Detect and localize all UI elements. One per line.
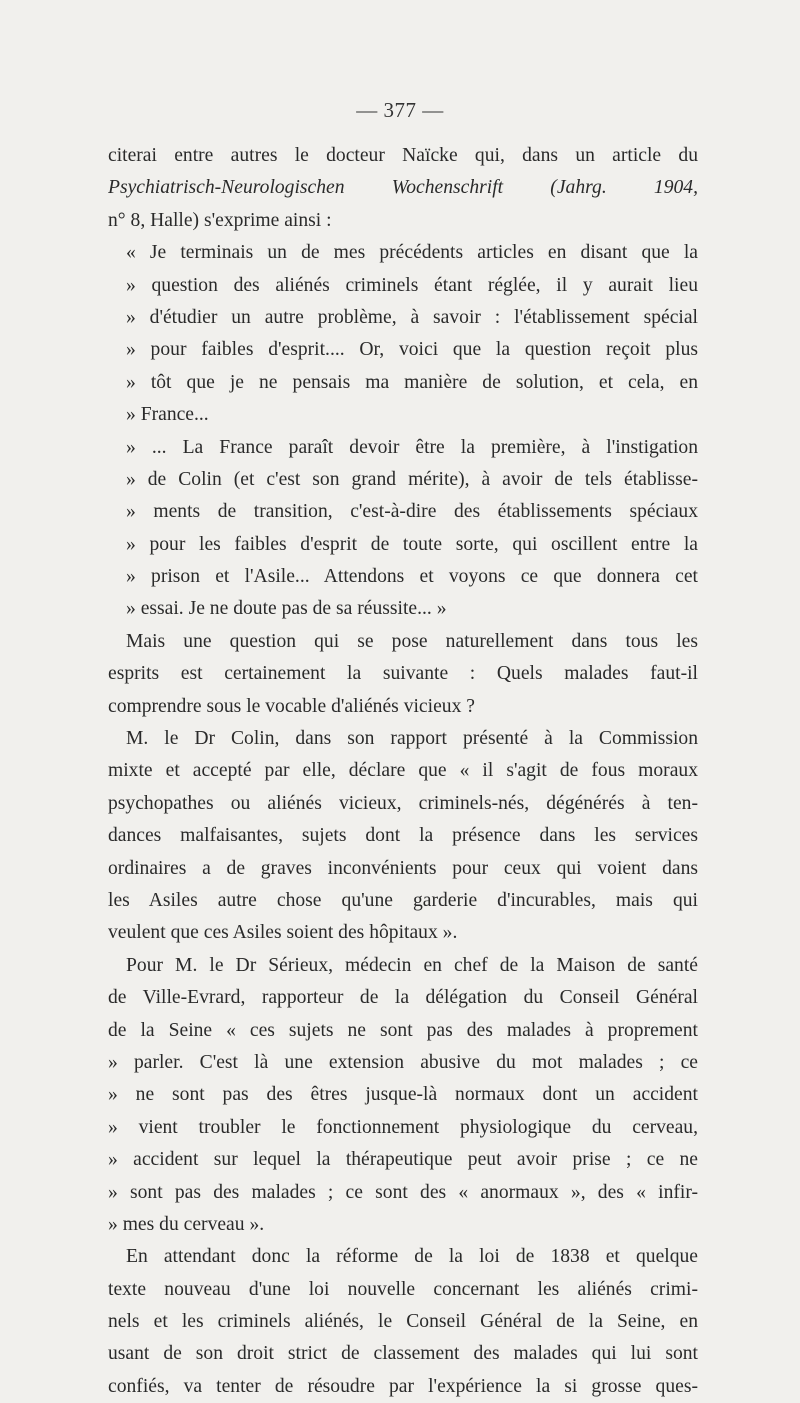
text-line: » sont pas des malades ; ce sont des « anormaux », des « infir- [108,1181,698,1203]
text-line: » essai. Je ne doute pas de sa réussite... » [126,598,447,620]
text-line: » question des aliénés criminels étant réglée, il y aurait lieu [126,274,698,296]
text-line: veulent que ces Asiles soient des hôpitaux ». [108,922,458,944]
text-line: citerai entre autres le docteur Naïcke qui, dans un article du [108,145,698,166]
body-text [108,140,698,1403]
text-line: dances malfaisantes, sujets dont la présence dans les services [108,825,698,847]
text-line: » pour les faibles d'esprit de toute sorte, qui oscillent entre la [126,533,698,555]
text-line: de la Seine « ces sujets ne sont pas des malades à proprement [108,1019,698,1041]
text-line: » de Colin (et c'est son grand mérite), à avoir de tels établisse- [126,468,698,490]
text-line: Pour M. le Dr Sérieux, médecin en chef de la Maison de santé [126,954,698,976]
text-line: En attendant donc la réforme de la loi de 1838 et quelque [126,1246,698,1268]
text-line: » vient troubler le fonctionnement physiologique du cerveau, [108,1116,698,1138]
text-line: Psychiatrisch-Neurologischen Wochenschrift (Jahrg. 1904, [108,177,698,199]
text-line: ordinaires a de graves inconvénients pour ceux qui voient dans [108,857,698,879]
text-line: » mes du cerveau ». [108,1213,265,1235]
text-line: » ne sont pas des êtres jusque-là normaux dont un accident [108,1084,698,1106]
text-line: « Je terminais un de mes précédents articles en disant que la [126,242,698,264]
page-number: — 377 — [356,98,444,122]
text-line: texte nouveau d'une loi nouvelle concernant les aliénés crimi- [108,1278,698,1300]
text-line: comprendre sous le vocable d'aliénés vicieux ? [108,695,475,717]
text-line: M. le Dr Colin, dans son rapport présenté à la Commission [126,728,698,750]
text-line: Mais une question qui se pose naturellement dans tous les [126,630,698,652]
text-line: nels et les criminels aliénés, le Conseil Général de la Seine, en [108,1311,698,1333]
text-line: » France... [126,404,209,426]
text-line: » tôt que je ne pensais ma manière de solution, et cela, en [126,371,698,393]
text-line: psychopathes ou aliénés vicieux, criminels-nés, dégénérés à ten- [108,792,698,814]
text-line: » parler. C'est là une extension abusive du mot malades ; ce [108,1051,698,1073]
text-line: » d'étudier un autre problème, à savoir : l'établissement spécial [126,306,698,328]
text-line: » pour faibles d'esprit.... Or, voici que la question reçoit plus [126,339,698,361]
text-line: » ments de transition, c'est-à-dire des établissements spéciaux [126,501,698,523]
text-line: les Asiles autre chose qu'une garderie d'incurables, mais qui [108,889,698,911]
text-line: de Ville-Evrard, rapporteur de la délégation du Conseil Général [108,987,698,1009]
text-line: n° 8, Halle) s'exprime ainsi : [108,209,332,231]
text-line: confiés, va tenter de résoudre par l'expérience la si grosse ques- [108,1375,698,1397]
text-line: esprits est certainement la suivante : Quels malades faut-il [108,663,698,685]
text-line: usant de son droit strict de classement des malades qui lui sont [108,1343,698,1365]
text-line: » prison et l'Asile... Attendons et voyons ce que donnera cet [126,566,698,588]
text-line: mixte et accepté par elle, déclare que « il s'agit de fous moraux [108,760,698,782]
text-line: » ... La France paraît devoir être la première, à l'instigation [126,436,698,458]
text-line: » accident sur lequel la thérapeutique peut avoir prise ; ce ne [108,1149,698,1171]
